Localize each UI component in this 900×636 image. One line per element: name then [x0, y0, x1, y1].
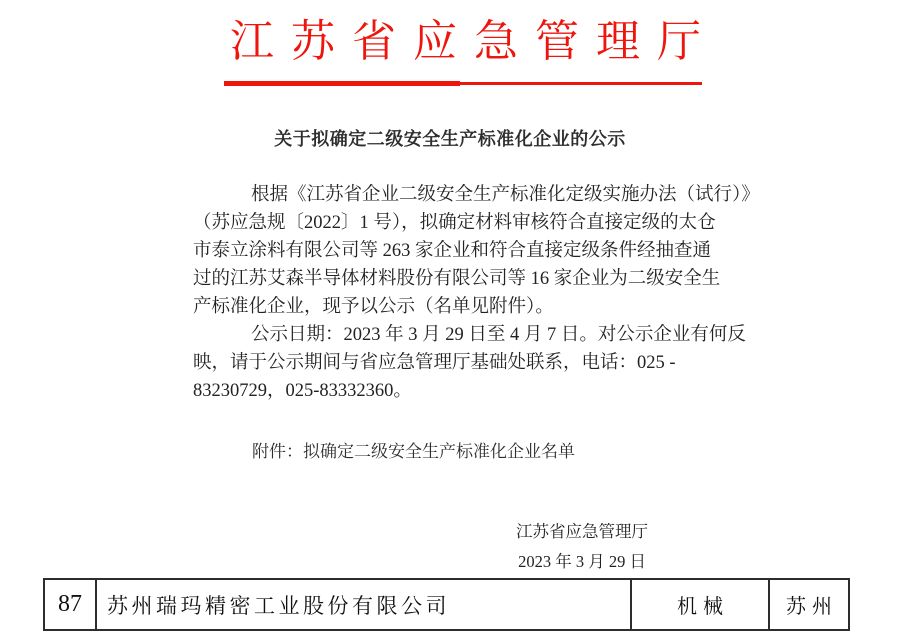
- company-name-cell: 苏州瑞玛精密工业股份有限公司: [97, 580, 632, 629]
- signature-date: 2023 年 3 月 29 日: [518, 552, 646, 571]
- body-line: 公示日期：2023 年 3 月 29 日至 4 月 7 日。对公示企业有何反: [251, 325, 746, 345]
- signature-agency: 江苏省应急管理厅: [516, 522, 648, 541]
- row-index-cell: 87: [45, 580, 97, 629]
- letterhead-agency-title: 江苏省应急管理厅: [230, 17, 718, 66]
- city-cell: 苏州: [786, 596, 838, 618]
- notice-body: [193, 181, 760, 405]
- letterhead-divider: [224, 81, 702, 87]
- body-line: 根据《江苏省企业二级安全生产标准化定级实施办法（试行）》: [251, 185, 760, 205]
- company-table-row: [43, 578, 850, 631]
- industry-cell: 机械: [632, 580, 770, 629]
- body-line: （苏应急规〔2022〕1 号），拟确定材料审核符合直接定级的太仓: [193, 213, 716, 233]
- body-line: 映，请于公示期间与省应急管理厅基础处联系，电话：025 -: [193, 353, 676, 373]
- body-line: 过的江苏艾森半导体材料股份有限公司等 16 家企业为二级安全生: [193, 269, 721, 289]
- body-line: 83230729，025-83332360。: [193, 381, 412, 401]
- notice-title: 关于拟确定二级安全生产标准化企业的公示: [274, 129, 626, 149]
- signature-block: [452, 517, 712, 577]
- letterhead-divider-left-segment: [224, 81, 460, 86]
- body-line: 市泰立涂料有限公司等 263 家企业和符合直接定级条件经抽查通: [193, 241, 712, 261]
- attachment-note: 附件：拟确定二级安全生产标准化企业名单: [252, 442, 575, 461]
- body-line: 产标准化企业，现予以公示（名单见附件）。: [193, 297, 554, 317]
- letterhead-divider-right-segment: [460, 82, 702, 85]
